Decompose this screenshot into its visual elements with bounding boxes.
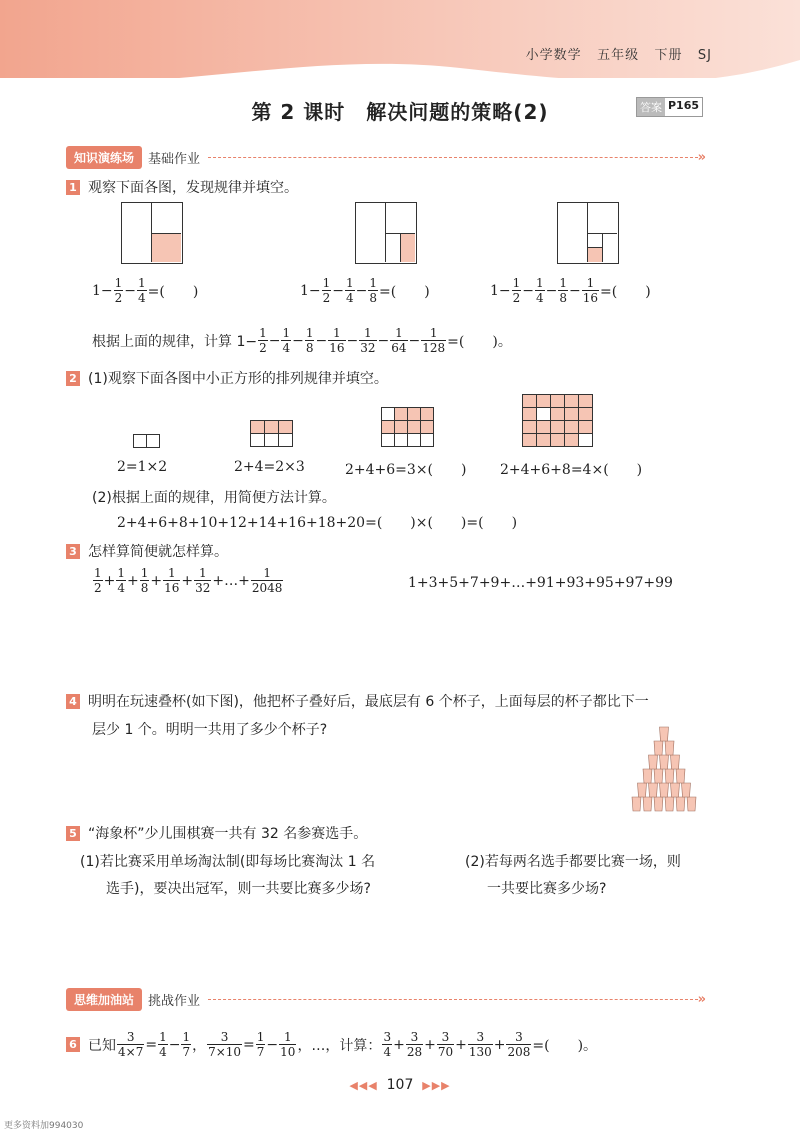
dot-grid-1 [133,434,160,448]
section-subtitle: 基础作业 [148,152,201,167]
cup [654,769,663,783]
question-text: (1)观察下面各图中小正方形的排列规律并填空。 [88,371,388,387]
question-1 [66,177,298,197]
page-footer [0,1077,800,1093]
cup [654,741,663,755]
question-text: 观察下面各图，发现规律并填空。 [88,180,298,196]
question-number: 3 [66,544,80,559]
question-number: 1 [66,180,80,195]
question-3 [66,541,228,561]
section-divider [208,999,698,1000]
cup [665,769,674,783]
q1-equation-1: 1− $\frac{1}{2}$ − $\frac{1}{4}$ =( ) [92,276,199,305]
question-text: 怎样算简便就怎样算。 [88,544,228,560]
cup [660,755,669,769]
cup [649,783,658,797]
question-4-line-2: 层少 1 个。明明一共用了多少个杯子? [92,722,328,738]
cup [676,769,685,783]
question-text: “海象杯”少儿围棋赛一共有 32 名参赛选手。 [88,826,368,842]
q5-part-1-line-2: 选手)，要决出冠军，则一共要比赛多少场? [106,881,371,897]
cup [665,741,674,755]
dot-grid-3 [381,407,434,447]
q2-calc: 2+4+6+8+10+12+14+16+18+20=( )×( )=( ) [117,515,518,531]
right-arrows-icon: ▶▶▶ [422,1079,451,1092]
cup [671,783,680,797]
q2-equation-2: 2+4=2×3 [234,459,305,475]
answer-page: P165 [668,99,700,112]
header-grade: 五年级 [597,48,640,63]
question-number: 5 [66,826,80,841]
fraction: $\frac{1}{8}$ [305,326,314,355]
q3-fractions: $\frac{1}{2}$ + $\frac{1}{4}$ + $\frac{1}{8}$ + $\frac{1}{16}$ + $\frac{1}{32}$ [94,566,211,595]
header-info [526,44,712,63]
answer-ref[interactable] [636,97,703,117]
fraction: $\frac{1}{2}$ [94,566,102,595]
question-6 [66,1030,597,1059]
q6-calc-fractions: $\frac{3}{4}$ + $\frac{3}{28}$ + $\frac{3}{70}$ + $\frac{3}{130}$ + $\frac{3}{208}$ [383,1030,531,1059]
header-edition: SJ [697,48,712,63]
header-subject: 小学数学 [525,48,582,63]
figure-square-1 [121,202,183,264]
fraction: $\frac{1}{64}$ [391,326,407,355]
figure-square-2 [355,202,417,264]
q3-last-denominator: 2048 [251,581,283,595]
q1-rule-prefix: 根据上面的规律，计算 1− [92,333,258,350]
section-divider [208,157,698,158]
cup [660,727,669,741]
fraction: $\frac{3}{70}$ [437,1030,454,1059]
fraction: $\frac{3}{130}$ [468,1030,492,1059]
question-number: 2 [66,371,80,386]
left-arrows-icon: ◀◀◀ [349,1079,378,1092]
fraction: $\frac{1}{2}$ [259,326,267,355]
cup [660,783,669,797]
q6-end: =( )。 [532,1037,598,1054]
cup [654,797,663,811]
q5-part-1-line-1: (1)若比赛采用单场淘汰制(即每场比赛淘汰 1 名 [80,854,376,870]
cup [682,783,691,797]
section-subtitle: 挑战作业 [148,994,201,1009]
watermark: 更多资料加994030 [4,1121,84,1131]
q6-mid-text: ，…，计算： [297,1037,382,1054]
cup-stack-illustration [628,712,700,812]
question-4 [66,691,649,711]
q2-equation-4: 2+4+6+8=4×( ) [500,462,643,478]
section-header-basic [66,146,706,169]
cup [649,755,658,769]
q1-equation-2: 1− $\frac{1}{2}$ − $\frac{1}{4}$ − $\frac{1}{8}$ =( ) [300,276,430,305]
fraction: $\frac{3}{4}$ [383,1030,392,1059]
section-tag: 知识演练场 [66,146,142,169]
cup [676,797,685,811]
q3-expression-2: 1+3+5+7+9+…+91+93+95+97+99 [408,575,673,591]
cup [638,783,647,797]
page-number: 107 [386,1077,414,1093]
cup [632,797,641,811]
page-title: 第 2 课时 解决问题的策略(2) [251,100,549,124]
q2-part-2: (2)根据上面的规律，用简便方法计算。 [92,490,336,506]
q3-expression-1: $\frac{1}{2}$ + $\frac{1}{4}$ + $\frac{1}{8}$ + $\frac{1}{16}$ + $\frac{1}{32}$ +…+ $\frac{1}{2048}$ [94,566,283,595]
cup [687,797,696,811]
cup [665,797,674,811]
q1-rule-suffix: =( )。 [447,333,512,350]
cup [643,769,652,783]
fraction: $\frac{1}{128}$ [422,326,446,355]
fraction: $\frac{1}{32}$ [195,566,211,595]
fraction: $\frac{1}{4}$ [117,566,126,595]
fraction: $\frac{1}{16}$ [329,326,345,355]
fraction: $\frac{3}{208}$ [507,1030,531,1059]
q1-equation-3: 1− $\frac{1}{2}$ − $\frac{1}{4}$ − $\frac{1}{8}$ − $\frac{1}{16}$ =( ) [490,276,651,305]
header-term: 下册 [654,48,683,63]
cup [671,755,680,769]
cup [643,797,652,811]
fraction: $\frac{1}{32}$ [360,326,376,355]
question-text: 明明在玩速叠杯(如下图)，他把杯子叠好后，最底层有 6 个杯子，上面每层的杯子都比下一 [88,694,649,710]
dot-grid-4 [522,394,593,447]
q5-part-2-line-1: (2)若每两名选手都要比赛一场，则 [465,854,681,870]
question-5 [66,823,367,843]
dot-grid-2 [250,420,293,447]
question-number: 6 [66,1037,80,1052]
q1-rule-fractions: $\frac{1}{2}$ − $\frac{1}{4}$ − $\frac{1}{8}$ − $\frac{1}{16}$ − $\frac{1}{32}$ − $\frac{1}{64}$ − $\frac{1}{128}$ [259,326,446,355]
fraction: $\frac{1}{4}$ [282,326,291,355]
q5-part-2-line-2: 一共要比赛多少场? [487,881,607,897]
answer-label: 答案 [637,98,665,116]
question-2 [66,368,388,388]
q1-rule-line [92,326,512,355]
double-chevron-icon: » [697,150,706,165]
fraction: $\frac{3}{28}$ [406,1030,423,1059]
section-tag: 思维加油站 [66,988,142,1011]
fraction: $\frac{1}{8}$ [140,566,149,595]
double-chevron-icon: » [697,992,706,1007]
question-known: 已知 [88,1037,116,1054]
fraction: $\frac{1}{16}$ [164,566,180,595]
q6-given-identities: $\frac{3}{4\times 7}$ = $\frac{1}{4}$ − $\frac{1}{7}$ ， $\frac{3}{7\times 10}$ = $\frac{1}{7}$ − $\frac{1}{10}$ [118,1030,296,1059]
q2-equation-1: 2=1×2 [117,459,168,475]
section-header-challenge [66,988,706,1011]
figure-square-3 [557,202,619,264]
q2-equation-3: 2+4+6=3×( ) [345,462,467,478]
question-number: 4 [66,694,80,709]
